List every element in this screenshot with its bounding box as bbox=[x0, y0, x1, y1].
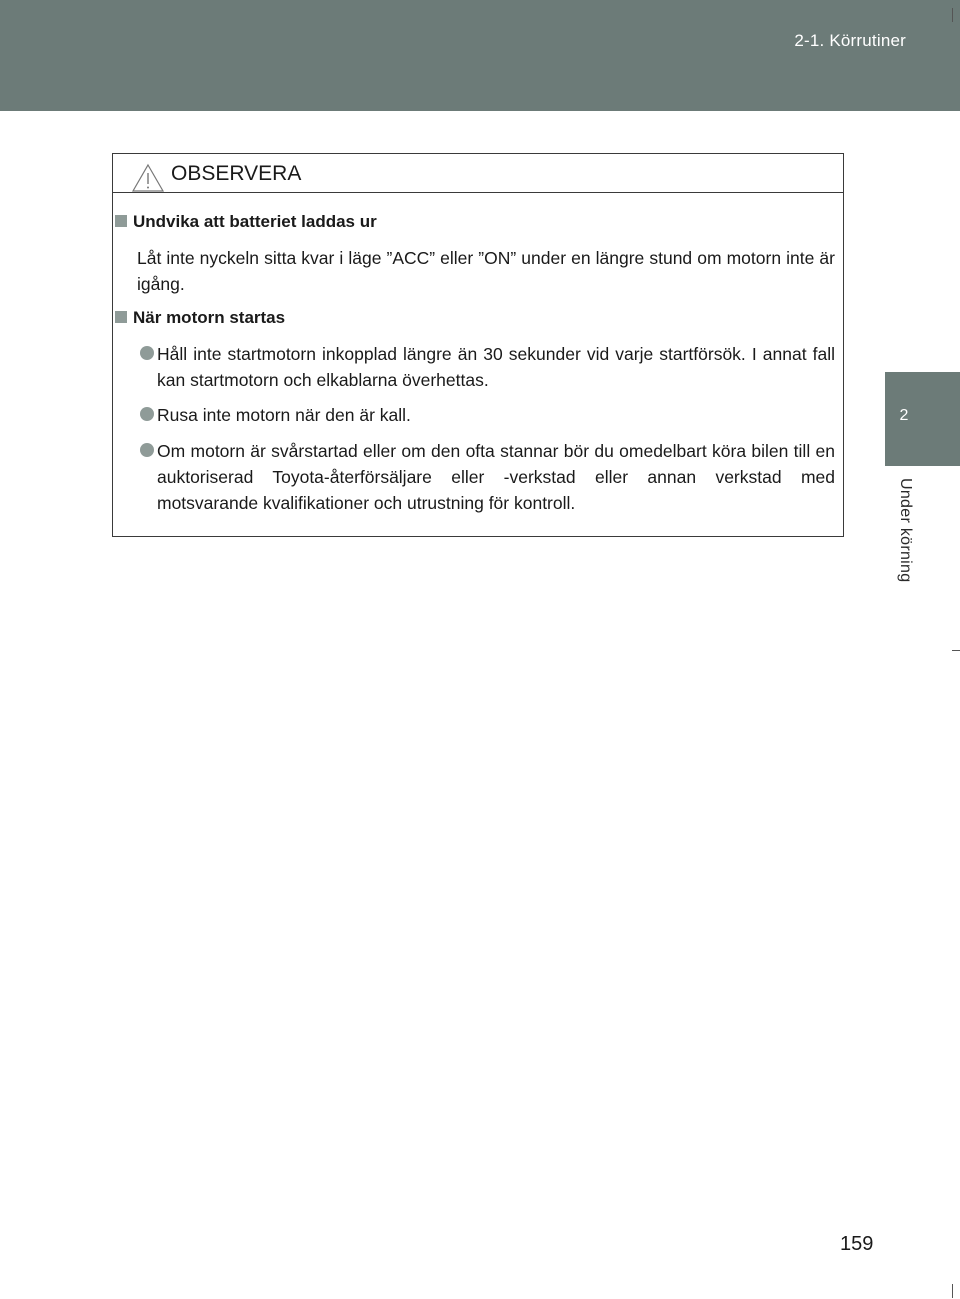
chapter-number: 2 bbox=[899, 407, 909, 424]
caution-title: OBSERVERA bbox=[171, 162, 302, 185]
chapter-title: Under körning bbox=[897, 478, 914, 583]
square-bullet-icon bbox=[115, 215, 127, 227]
chapter-tab bbox=[885, 372, 960, 466]
list-item: Rusa inte motorn när den är kall. bbox=[137, 402, 835, 428]
square-bullet-icon bbox=[115, 311, 127, 323]
section-text: Låt inte nyckeln sitta kvar i läge ”ACC” eller ”ON” under en längre stund om motorn inte är igång. bbox=[137, 248, 835, 294]
section-heading: Undvika att batteriet laddas ur bbox=[113, 212, 377, 232]
round-bullet-icon bbox=[140, 407, 154, 421]
list-item: Om motorn är svårstartad eller om den ofta stannar bör du omedelbart köra bilen till en auktoriserad Toyota-återförsäljare eller -verkstad eller annan verkstad med motsvarande kvalifikationer och utrustning för kontroll. bbox=[137, 438, 835, 516]
round-bullet-icon bbox=[140, 346, 154, 360]
caution-box bbox=[112, 153, 844, 537]
page-number: 159 bbox=[840, 1233, 874, 1255]
page-header bbox=[0, 0, 960, 111]
crop-mark bbox=[952, 8, 953, 22]
section-heading: När motorn startas bbox=[113, 308, 285, 328]
crop-mark bbox=[952, 1284, 953, 1298]
section-title: 2-1. Körrutiner bbox=[794, 31, 906, 50]
warning-triangle-icon bbox=[131, 163, 165, 193]
caution-header bbox=[113, 154, 843, 193]
crop-mark bbox=[952, 650, 960, 651]
round-bullet-icon bbox=[140, 443, 154, 457]
list-item: Håll inte startmotorn inkopplad längre än 30 sekunder vid varje startförsök. I annat fall kan startmotorn och elkablarna överhettas. bbox=[137, 341, 835, 393]
